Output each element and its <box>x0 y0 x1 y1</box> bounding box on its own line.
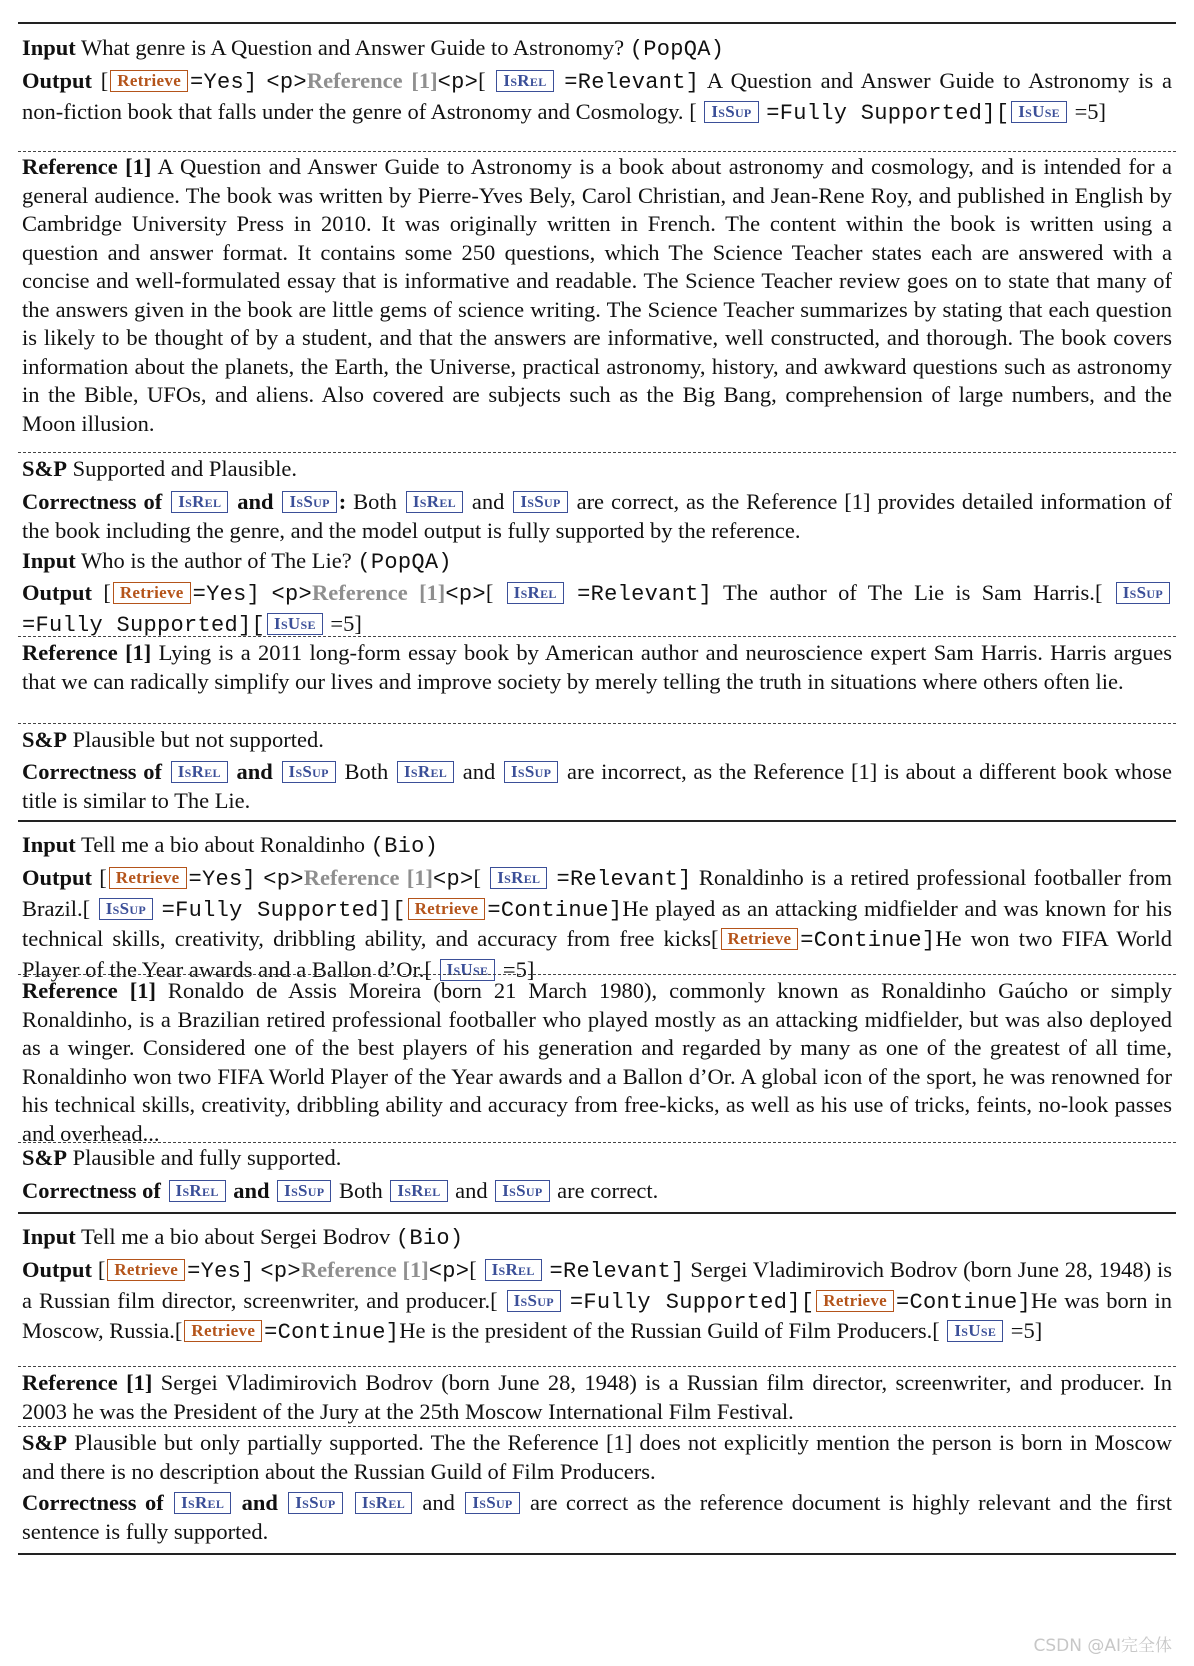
value: =Yes] <box>190 70 258 95</box>
sp-label: S&P <box>22 1430 67 1455</box>
p-tag: <p> <box>266 70 307 95</box>
output-label: Output <box>22 865 93 890</box>
p-tag: <p> <box>437 70 479 95</box>
top-rule <box>18 22 1176 24</box>
ex1-correctness: Correctness of IsRel and IsSup : Both IsRel and IsSup are correct, as the Reference [1] provides detailed information of the book including the genre, and the model output is fully supported by the reference. <box>22 489 1172 543</box>
ex4-reference <box>22 1369 1172 1426</box>
isrel-tag: IsRel <box>169 1180 226 1202</box>
ex4-input <box>22 1223 1172 1254</box>
reference-token: Reference [1] <box>306 68 438 93</box>
ex2-output: Output [ Retrieve =Yes] <p>Reference [1]<p>[ IsRel =Relevant] The author of The Lie is Sam Harris.[ IsSup =Fully Supported][ IsUse =5] <box>22 579 1172 640</box>
ex2-sp <box>22 726 1172 755</box>
retrieve-tag: Retrieve <box>110 70 188 92</box>
ex2-input <box>22 547 1172 578</box>
output-text: He played as an attacking midfielder and was known for his technical skills, creativity, dribbling ability, and accuracy from free kicks <box>22 895 1173 951</box>
correctness-label: Correctness of <box>22 489 163 514</box>
issup-tag: IsSup <box>504 761 558 783</box>
value: =Fully Supported][ <box>766 100 1010 126</box>
ex1-input <box>22 34 1172 65</box>
dataset-label: (Bio) <box>370 834 439 859</box>
dashed-divider <box>18 1142 1176 1143</box>
ex3-correctness <box>22 1177 1172 1206</box>
issup-tag: IsSup <box>465 1492 519 1514</box>
and-label: and <box>455 1178 488 1203</box>
sp-label: S&P <box>22 727 67 752</box>
and-label: and <box>237 489 274 514</box>
value: =Continue] <box>487 897 623 923</box>
input-text: Who is the author of The Lie? <box>81 548 352 573</box>
retrieve-tag: Retrieve <box>184 1320 262 1342</box>
ex3-reference <box>22 977 1172 1148</box>
and-label: and <box>241 1490 278 1515</box>
ex4-correctness <box>22 1489 1172 1546</box>
input-text: Tell me a bio about Ronaldinho <box>81 832 366 857</box>
dataset-label: (Bio) <box>395 1226 464 1251</box>
output-label: Output <box>22 1257 93 1282</box>
sp-text: Plausible but only partially supported. The the Reference [1] does not explicitly mention the person is born in Moscow and there is no description about the Russian Guild of Film Producers. <box>22 1430 1173 1484</box>
output-label: Output <box>22 580 93 605</box>
output-text: Ronaldinho is a retired professional footballer from Brazil. <box>22 865 1173 921</box>
reference-text: Lying is a 2011 long-form essay book by American author and neuroscience expert Sam Harris. Harris argues that we can radically simplify our lives and improve society by merely telling the truth in situations where others often lie. <box>22 640 1173 694</box>
input-label: Input <box>22 35 76 60</box>
issup-tag: IsSup <box>507 1290 561 1312</box>
reference-label: Reference [1] <box>22 640 152 665</box>
issup-tag: IsSup <box>288 1492 342 1514</box>
isuse-tag: IsUse <box>267 613 323 635</box>
value: =5] <box>330 610 362 636</box>
reference-token: Reference [1] <box>311 580 446 605</box>
ex1-reference <box>22 153 1172 438</box>
p-tag: <p> <box>263 867 304 892</box>
issup-tag: IsSup <box>704 101 758 123</box>
value: =Continue] <box>896 1289 1032 1315</box>
retrieve-tag: Retrieve <box>113 582 191 604</box>
value: =Yes] <box>188 867 257 892</box>
isrel-tag: IsRel <box>485 1259 542 1281</box>
correctness-text: are correct. <box>557 1178 659 1203</box>
output-text: The author of The Lie is Sam Harris. <box>723 580 1095 605</box>
ex4-sp <box>22 1429 1172 1486</box>
sp-text: Plausible but not supported. <box>72 727 324 752</box>
value: =Fully Supported][ <box>569 1289 815 1315</box>
value: =Continue] <box>800 928 936 953</box>
and-label: and <box>233 1178 270 1203</box>
ex2-reference <box>22 639 1172 696</box>
p-tag: <p> <box>260 1259 301 1284</box>
dashed-divider <box>18 974 1176 975</box>
issup-tag: IsSup <box>513 491 567 513</box>
isrel-tag: IsRel <box>355 1492 412 1514</box>
dashed-divider <box>18 1366 1176 1367</box>
ex3-input <box>22 831 1172 862</box>
isuse-tag: IsUse <box>1011 101 1067 123</box>
bottom-rule <box>18 1553 1176 1555</box>
reference-label: Reference [1] <box>22 978 156 1003</box>
isrel-tag: IsRel <box>171 761 228 783</box>
issup-tag: IsSup <box>1116 582 1170 604</box>
retrieve-tag: Retrieve <box>107 1259 185 1281</box>
dashed-divider <box>18 452 1176 453</box>
and-label: and <box>236 759 273 784</box>
issup-tag: IsSup <box>99 898 153 920</box>
retrieve-tag: Retrieve <box>109 867 187 889</box>
dashed-divider <box>18 723 1176 724</box>
and-label: and <box>422 1490 455 1515</box>
value: =5] <box>502 956 535 982</box>
correctness-label: Correctness of <box>22 1178 161 1203</box>
section-rule <box>18 1212 1176 1214</box>
reference-token: Reference [1] <box>303 865 433 890</box>
input-text: Tell me a bio about Sergei Bodrov <box>81 1224 391 1249</box>
issup-tag: IsSup <box>282 761 336 783</box>
isrel-tag: IsRel <box>171 491 228 513</box>
ex1-output: Output [ Retrieve =Yes] <p>Reference [1]<p>[ IsRel =Relevant] A Question and Answer Guide to Astronomy is a non-fiction book that falls under the genre of Astronomy and Cosmology. [ IsSup =Fully Supported][ IsUse =5] <box>22 68 1172 126</box>
p-tag: <p> <box>433 867 474 892</box>
both-label: Both <box>353 489 397 514</box>
isuse-tag: IsUse <box>947 1320 1003 1342</box>
dashed-divider <box>18 151 1176 152</box>
sp-label: S&P <box>22 1145 67 1170</box>
output-text: Sergei Vladimirovich Bodrov (born June 28, 1948) is a Russian film director, screenwriter, and producer. <box>22 1257 1172 1313</box>
issup-tag: IsSup <box>495 1180 549 1202</box>
retrieve-tag: Retrieve <box>721 928 799 950</box>
and-label: and <box>462 759 496 784</box>
reference-text: A Question and Answer Guide to Astronomy is a book about astronomy and cosmology, and is intended for a general audience. The book was written by Pierre-Yves Bely, Carol Christian, and Jean-Rene Roy, and published in English by Cambridge University Press in 2010. It was originally written in French. The content within the book is written using a question and answer format. It contains some 250 questions, which The Science Teacher states each are answered with a concise and well-formulated essay that is informative and readable. The Science Teacher review goes on to state that many of the answers given in the book are little gems of science writing. The Science Teacher summarizes by stating that each question is likely to be thought of by a student, and that the answers are informative, well constructed, and thorough. The book covers information about the planets, the Earth, the Universe, practical astronomy, history, and awkward questions such as astronomy in the Bible, UFOs, and aliens. Also covered are subjects such as the Big Bang, comprehension of large numbers, and the Moon illusion. <box>22 154 1172 436</box>
dashed-divider <box>18 1426 1176 1427</box>
reference-text: Sergei Vladimirovich Bodrov (born June 28, 1948) is a Russian film director, screenwriter, and producer. In 2003 he was the President of the Jury at the 25th Moscow International Film Festival. <box>22 1370 1172 1424</box>
reference-token: Reference [1] <box>300 1257 429 1282</box>
issup-tag: IsSup <box>282 491 336 513</box>
value: =5] <box>1010 1318 1043 1343</box>
input-label: Input <box>22 1224 76 1249</box>
value: =Relevant] <box>564 70 700 95</box>
dashed-divider <box>18 636 1176 637</box>
p-tag: <p> <box>271 582 312 607</box>
correctness-label: Correctness of <box>22 1490 164 1515</box>
value: =Relevant] <box>556 867 692 892</box>
retrieve-tag: Retrieve <box>408 898 486 920</box>
and-label: and <box>471 489 505 514</box>
p-tag: <p> <box>428 1259 470 1284</box>
input-label: Input <box>22 548 76 573</box>
isrel-tag: IsRel <box>490 867 547 889</box>
isrel-tag: IsRel <box>507 582 564 604</box>
isrel-tag: IsRel <box>496 70 553 92</box>
value: =Yes] <box>192 582 261 607</box>
correctness-text: are correct, as the Reference [1] provides detailed information of the book including the genre, and the model output is fully supported by the reference. <box>22 489 1172 543</box>
reference-label: Reference [1] <box>22 1370 153 1395</box>
watermark: CSDN @AI完全体 <box>1033 1636 1172 1656</box>
output-text: He was born in Moscow, Russia. <box>22 1287 1172 1343</box>
correctness-text: are incorrect, as the Reference [1] is about a different book whose title is similar to The Lie. <box>22 759 1173 813</box>
value: =Continue] <box>264 1320 400 1345</box>
value: =Fully Supported][ <box>22 612 266 638</box>
value: =Relevant] <box>549 1259 685 1284</box>
sp-text: Plausible and fully supported. <box>72 1145 342 1170</box>
value: =Fully Supported][ <box>161 897 406 923</box>
output-text: He is the president of the Russian Guild of Film Producers. <box>399 1318 933 1343</box>
ex1-sp <box>22 455 1172 484</box>
dataset-label: (PopQA) <box>357 550 452 575</box>
reference-text: Ronaldo de Assis Moreira (born 21 March 1980), commonly known as Ronaldinho Gaúcho or simply Ronaldinho, is a Brazilian retired professional footballer who played mostly as an attacking midfielder, but was also deployed as a winger. Considered one of the best players of his generation and regarded by many as one of the greatest of all time, Ronaldinho won two FIFA World Player of the Year awards and a Ballon d’Or. A global icon of the sport, he was renowned for his technical skills, creativity, dribbling ability and accuracy from free-kicks, as well as his use of tricks, feints, no-look passes and overhead... <box>22 978 1172 1146</box>
ex3-sp <box>22 1144 1172 1173</box>
correctness-text: are correct as the reference document is highly relevant and the first sentence is fully supported. <box>22 1490 1173 1544</box>
ex4-output: Output [ Retrieve =Yes] <p>Reference [1]<p>[ IsRel =Relevant] Sergei Vladimirovich Bodrov (born June 28, 1948) is a Russian film director, screenwriter, and producer.[ IsSup =Fully Supported][ Retrieve =Continue]He was born in Moscow, Russia.[ Retrieve =Continue]He is the president of the Russian Guild of Film Producers.[ IsUse =5] <box>22 1257 1172 1345</box>
value: =5] <box>1074 98 1107 124</box>
value: =Yes] <box>187 1259 255 1284</box>
isrel-tag: IsRel <box>174 1492 231 1514</box>
p-tag: <p> <box>445 582 486 607</box>
reference-label: Reference [1] <box>22 154 152 179</box>
sp-text: Supported and Plausible. <box>72 456 297 481</box>
ex2-correctness <box>22 758 1172 815</box>
ex3-output: Output [ Retrieve =Yes] <p>Reference [1]<p>[ IsRel =Relevant] Ronaldinho is a retired professional footballer from Brazil.[ IsSup =Fully Supported][ Retrieve =Continue]He played as an attacking midfielder and was known for his technical skills, creativity, dribbling ability, and accuracy from free kicks[ Retrieve =Continue]He won two FIFA World Player of the Year awards and a Ballon d’Or.[ IsUse =5] <box>22 865 1173 982</box>
input-text: What genre is A Question and Answer Guide to Astronomy? <box>81 35 625 60</box>
input-label: Input <box>22 832 76 857</box>
isrel-tag: IsRel <box>406 491 463 513</box>
both-label: Both <box>339 1178 383 1203</box>
output-text: A Question and Answer Guide to Astronomy is a non-fiction book that falls under the genre of Astronomy and Cosmology. <box>22 68 1172 124</box>
output-text: He won two FIFA World Player of the Year awards and a Ballon d’Or. <box>22 926 1172 982</box>
dataset-label: (PopQA) <box>629 37 725 62</box>
isrel-tag: IsRel <box>397 761 454 783</box>
section-rule <box>18 820 1176 822</box>
value: =Relevant] <box>577 582 713 607</box>
sp-label: S&P <box>22 456 67 481</box>
correctness-label: Correctness of <box>22 759 163 784</box>
issup-tag: IsSup <box>277 1180 331 1202</box>
output-label: Output <box>22 68 93 93</box>
both-label: Both <box>344 759 389 784</box>
isrel-tag: IsRel <box>390 1180 447 1202</box>
isuse-tag: IsUse <box>440 959 496 981</box>
retrieve-tag: Retrieve <box>816 1290 894 1312</box>
